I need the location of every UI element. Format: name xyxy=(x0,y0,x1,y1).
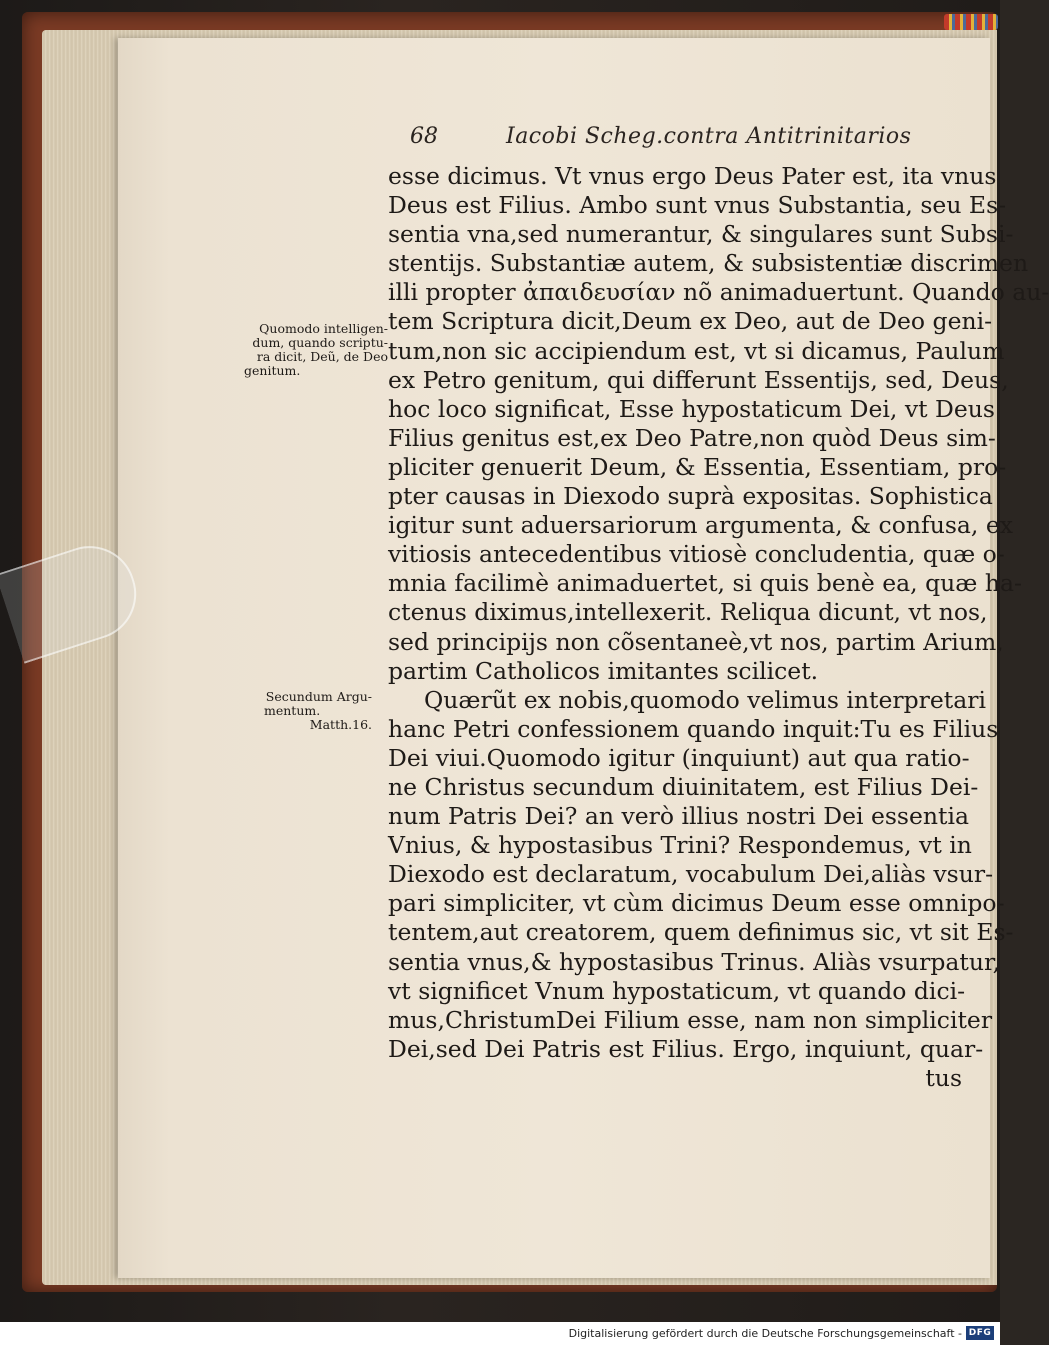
dfg-logo-icon: DFG xyxy=(966,1326,994,1340)
margin-note-secundum-argumentum xyxy=(260,690,372,732)
body-text xyxy=(388,162,1049,1093)
text-line: Dei viui.Quomodo igitur (inquiunt) aut qua ratio- xyxy=(388,743,970,772)
catchword: tus xyxy=(925,1063,962,1092)
text-line: pter causas in Diexodo suprà expositas. Sophistica xyxy=(388,482,993,511)
text-line: hoc loco significat, Esse hypostaticum Dei, vt Deus xyxy=(388,394,995,423)
text-line: pari simpliciter, vt cùm dicimus Deum esse omnipo- xyxy=(388,889,1005,918)
text-line: tum,non sic accipiendum est, vt si dicamus, Paulum xyxy=(388,336,1005,365)
text-line: Quærũt ex nobis,quomodo velimus interpretari xyxy=(424,685,986,714)
text-line: Diexodo est declaratum, vocabulum Dei,aliàs vsur- xyxy=(388,860,994,889)
text-line: ne Christus secundum diuinitatem, est Filius Dei- xyxy=(388,772,979,801)
text-line: mnia facilimè animaduertet, si quis benè ea, quæ ha- xyxy=(388,569,1022,598)
funding-notice: Digitalisierung gefördert durch die Deutsche Forschungsgemeinschaft - xyxy=(568,1327,962,1340)
text-line: tentem,aut creatorem, quem definimus sic, vt sit Es- xyxy=(388,918,1014,947)
margin-note-intelligendum xyxy=(236,322,388,378)
text-line: ctenus diximus,intellexerit. Reliqua dicunt, vt nos, xyxy=(388,598,988,627)
text-line: num Patris Dei? an verò illius nostri Dei essentia xyxy=(388,802,970,831)
text-line: hanc Petri confessionem quando inquit:Tu es Filius xyxy=(388,714,999,743)
text-line: partim Catholicos imitantes scilicet. xyxy=(388,656,819,685)
text-line: tem Scriptura dicit,Deum ex Deo, aut de Deo geni- xyxy=(388,307,993,336)
text-line: igitur sunt aduersariorum argumenta, & confusa, ex xyxy=(388,511,1013,540)
text-line: vitiosis antecedentibus vitiosè concludentia, quæ o- xyxy=(388,540,1005,569)
text-line: sentia vna,sed numerantur, & singulares sunt Subsi- xyxy=(388,220,1014,249)
margin-note-line: Quomodo intelligen- xyxy=(259,321,388,336)
text-line: pliciter genuerit Deum, & Essentia, Essentiam, pro- xyxy=(388,452,1007,481)
margin-note-line: Matth.16. xyxy=(309,717,372,732)
margin-note-line: Secundum Argu- xyxy=(265,689,372,704)
text-line: mus,ChristumDei Filium esse, nam non simpliciter xyxy=(388,1005,993,1034)
ribbon-marker xyxy=(944,14,998,30)
margin-note-line: mentum. xyxy=(264,703,321,718)
text-line: sentia vnus,& hypostasibus Trinus. Aliàs vsurpatur, xyxy=(388,947,1001,976)
text-line: illi propter ἀπαιδευσίαν nõ animaduertunt. Quando au- xyxy=(388,278,1049,307)
margin-note-line: dum, quando scriptu- xyxy=(252,335,388,350)
text-line: Deus est Filius. Ambo sunt vnus Substantia, seu Es- xyxy=(388,191,1007,220)
margin-note-line: ra dicit, Deũ, de Deo xyxy=(256,349,388,364)
footer-bar xyxy=(0,1322,1000,1345)
text-line: sed principijs non cõsentaneè,vt nos, partim Arium, xyxy=(388,627,1004,656)
text-line: vt significet Vnum hypostaticum, vt quando dici- xyxy=(388,976,966,1005)
text-line: Filius genitus est,ex Deo Patre,non quòd Deus sim- xyxy=(388,423,996,452)
text-line: esse dicimus. Vt vnus ergo Deus Pater est, ita vnus xyxy=(388,162,997,190)
text-line: Vnius, & hypostasibus Trini? Respondemus, vt in xyxy=(388,831,972,860)
text-line: Dei,sed Dei Patris est Filius. Ergo, inquiunt, quar- xyxy=(388,1034,984,1063)
margin-note-line: genitum. xyxy=(244,363,301,378)
page-header xyxy=(410,124,970,154)
running-title: Iacobi Scheg.contra Antitrinitarios xyxy=(506,124,912,149)
text-line: ex Petro genitum, qui differunt Essentijs, sed, Deus, xyxy=(388,365,1009,394)
page-number: 68 xyxy=(410,124,438,149)
text-line: stentijs. Substantiæ autem, & subsistentiæ discrimen xyxy=(388,249,1029,278)
